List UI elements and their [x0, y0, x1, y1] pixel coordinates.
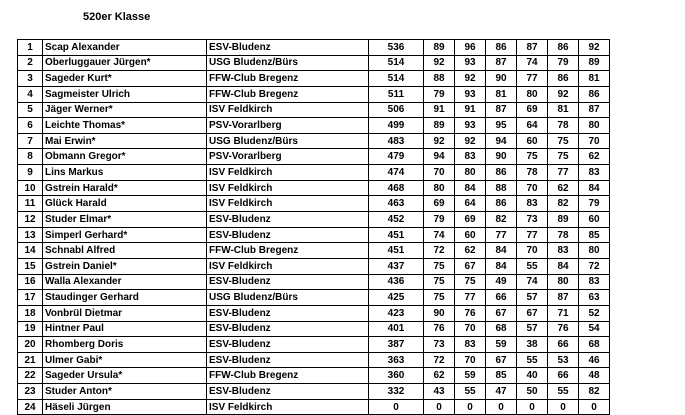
name-cell: Vonbrül Dietmar: [43, 305, 207, 321]
score-cell: 67: [486, 352, 517, 368]
table-row: [18, 40, 610, 56]
score-cell: 83: [517, 196, 548, 212]
table-row: [18, 55, 610, 71]
score-cell: 49: [486, 274, 517, 290]
table-row: [18, 337, 610, 353]
name-cell: Glück Harald: [43, 196, 207, 212]
score-cell: 69: [517, 102, 548, 118]
score-cell: 93: [455, 86, 486, 102]
club-cell: ISV Feldkirch: [207, 258, 369, 274]
table-row: [18, 368, 610, 384]
score-cell: 52: [579, 305, 610, 321]
rank-cell: 23: [18, 384, 43, 400]
club-cell: ESV-Bludenz: [207, 384, 369, 400]
name-cell: Scap Alexander: [43, 40, 207, 56]
score-cell: 75: [548, 149, 579, 165]
score-cell: 54: [579, 321, 610, 337]
score-cell: 80: [517, 86, 548, 102]
score-cell: 63: [579, 290, 610, 306]
rank-cell: 16: [18, 274, 43, 290]
score-cell: 95: [486, 118, 517, 134]
score-cell: 92: [548, 86, 579, 102]
table-row: [18, 196, 610, 212]
score-cell: 69: [455, 212, 486, 228]
score-cell: 68: [579, 337, 610, 353]
score-cell: 86: [579, 86, 610, 102]
name-cell: Simperl Gerhard*: [43, 227, 207, 243]
score-cell: 81: [486, 86, 517, 102]
score-cell: 62: [579, 149, 610, 165]
score-cell: 77: [548, 165, 579, 181]
total-cell: 0: [369, 399, 424, 415]
table-row: [18, 305, 610, 321]
score-cell: 89: [424, 40, 455, 56]
club-cell: ESV-Bludenz: [207, 352, 369, 368]
score-cell: 87: [486, 102, 517, 118]
table-row: [18, 290, 610, 306]
score-cell: 74: [517, 274, 548, 290]
rank-cell: 10: [18, 180, 43, 196]
table-row: [18, 399, 610, 415]
rank-cell: 6: [18, 118, 43, 134]
score-cell: 78: [517, 165, 548, 181]
rank-cell: 17: [18, 290, 43, 306]
score-cell: 77: [517, 71, 548, 87]
club-cell: ISV Feldkirch: [207, 102, 369, 118]
total-cell: 511: [369, 86, 424, 102]
rank-cell: 4: [18, 86, 43, 102]
table-row: [18, 321, 610, 337]
rank-cell: 7: [18, 133, 43, 149]
total-cell: 387: [369, 337, 424, 353]
score-cell: 66: [486, 290, 517, 306]
rank-cell: 8: [18, 149, 43, 165]
score-cell: 92: [455, 71, 486, 87]
total-cell: 451: [369, 227, 424, 243]
score-cell: 57: [517, 290, 548, 306]
name-cell: Mai Erwin*: [43, 133, 207, 149]
name-cell: Studer Elmar*: [43, 212, 207, 228]
table-row: [18, 149, 610, 165]
score-cell: 55: [517, 352, 548, 368]
score-cell: 91: [424, 102, 455, 118]
score-cell: 66: [548, 368, 579, 384]
score-cell: 0: [486, 399, 517, 415]
name-cell: Sageder Ursula*: [43, 368, 207, 384]
total-cell: 423: [369, 305, 424, 321]
score-cell: 55: [548, 384, 579, 400]
total-cell: 483: [369, 133, 424, 149]
name-cell: Staudinger Gerhard: [43, 290, 207, 306]
club-cell: USG Bludenz/Bürs: [207, 133, 369, 149]
score-cell: 70: [455, 352, 486, 368]
table-row: [18, 212, 610, 228]
total-cell: 506: [369, 102, 424, 118]
score-cell: 59: [455, 368, 486, 384]
score-cell: 87: [579, 102, 610, 118]
score-cell: 86: [486, 196, 517, 212]
score-cell: 92: [424, 133, 455, 149]
score-cell: 84: [579, 180, 610, 196]
score-cell: 77: [486, 227, 517, 243]
score-cell: 60: [579, 212, 610, 228]
score-cell: 71: [548, 305, 579, 321]
table-row: [18, 133, 610, 149]
total-cell: 536: [369, 40, 424, 56]
score-cell: 92: [455, 133, 486, 149]
club-cell: ESV-Bludenz: [207, 227, 369, 243]
score-cell: 75: [424, 258, 455, 274]
rank-cell: 22: [18, 368, 43, 384]
club-cell: ESV-Bludenz: [207, 274, 369, 290]
rank-cell: 15: [18, 258, 43, 274]
club-cell: FFW-Club Bregenz: [207, 243, 369, 259]
score-cell: 76: [455, 305, 486, 321]
table-row: [18, 352, 610, 368]
table-row: [18, 165, 610, 181]
results-table: [17, 39, 610, 415]
score-cell: 80: [579, 243, 610, 259]
score-cell: 79: [548, 55, 579, 71]
score-cell: 89: [579, 55, 610, 71]
score-cell: 96: [455, 40, 486, 56]
score-cell: 90: [424, 305, 455, 321]
total-cell: 363: [369, 352, 424, 368]
name-cell: Gstrein Harald*: [43, 180, 207, 196]
score-cell: 77: [455, 290, 486, 306]
rank-cell: 20: [18, 337, 43, 353]
score-cell: 91: [455, 102, 486, 118]
score-cell: 64: [455, 196, 486, 212]
results-body: [18, 40, 610, 415]
rank-cell: 2: [18, 55, 43, 71]
score-cell: 83: [455, 337, 486, 353]
score-cell: 62: [424, 368, 455, 384]
score-cell: 84: [486, 243, 517, 259]
score-cell: 79: [579, 196, 610, 212]
table-row: [18, 86, 610, 102]
table-row: [18, 243, 610, 259]
score-cell: 82: [486, 212, 517, 228]
score-cell: 72: [424, 243, 455, 259]
score-cell: 67: [455, 258, 486, 274]
club-cell: ESV-Bludenz: [207, 305, 369, 321]
total-cell: 463: [369, 196, 424, 212]
score-cell: 82: [548, 196, 579, 212]
name-cell: Oberluggauer Jürgen*: [43, 55, 207, 71]
club-cell: ESV-Bludenz: [207, 212, 369, 228]
score-cell: 85: [579, 227, 610, 243]
table-row: [18, 180, 610, 196]
score-cell: 70: [517, 243, 548, 259]
score-cell: 70: [579, 133, 610, 149]
rank-cell: 13: [18, 227, 43, 243]
total-cell: 332: [369, 384, 424, 400]
club-cell: USG Bludenz/Bürs: [207, 55, 369, 71]
score-cell: 0: [548, 399, 579, 415]
score-cell: 92: [424, 55, 455, 71]
score-cell: 67: [486, 305, 517, 321]
score-cell: 94: [424, 149, 455, 165]
name-cell: Lins Markus: [43, 165, 207, 181]
total-cell: 401: [369, 321, 424, 337]
club-cell: PSV-Vorarlberg: [207, 118, 369, 134]
score-cell: 79: [424, 86, 455, 102]
score-cell: 92: [579, 40, 610, 56]
table-row: [18, 258, 610, 274]
score-cell: 46: [579, 352, 610, 368]
score-cell: 55: [455, 384, 486, 400]
score-cell: 90: [486, 149, 517, 165]
score-cell: 38: [517, 337, 548, 353]
name-cell: Walla Alexander: [43, 274, 207, 290]
score-cell: 81: [579, 71, 610, 87]
club-cell: ISV Feldkirch: [207, 399, 369, 415]
total-cell: 436: [369, 274, 424, 290]
score-cell: 87: [548, 290, 579, 306]
score-cell: 50: [517, 384, 548, 400]
score-cell: 78: [548, 227, 579, 243]
score-cell: 66: [548, 337, 579, 353]
name-cell: Studer Anton*: [43, 384, 207, 400]
name-cell: Obmann Gregor*: [43, 149, 207, 165]
score-cell: 75: [548, 133, 579, 149]
score-cell: 79: [424, 212, 455, 228]
total-cell: 474: [369, 165, 424, 181]
score-cell: 70: [424, 165, 455, 181]
name-cell: Sageder Kurt*: [43, 71, 207, 87]
score-cell: 75: [517, 149, 548, 165]
score-cell: 88: [424, 71, 455, 87]
name-cell: Sagmeister Ulrich: [43, 86, 207, 102]
score-cell: 60: [455, 227, 486, 243]
score-cell: 90: [486, 71, 517, 87]
score-cell: 86: [486, 40, 517, 56]
rank-cell: 5: [18, 102, 43, 118]
rank-cell: 3: [18, 71, 43, 87]
score-cell: 80: [579, 118, 610, 134]
score-cell: 83: [579, 165, 610, 181]
total-cell: 437: [369, 258, 424, 274]
score-cell: 70: [455, 321, 486, 337]
score-cell: 76: [424, 321, 455, 337]
score-cell: 43: [424, 384, 455, 400]
total-cell: 425: [369, 290, 424, 306]
score-cell: 72: [424, 352, 455, 368]
score-cell: 84: [455, 180, 486, 196]
score-cell: 77: [517, 227, 548, 243]
name-cell: Gstrein Daniel*: [43, 258, 207, 274]
total-cell: 451: [369, 243, 424, 259]
club-cell: PSV-Vorarlberg: [207, 149, 369, 165]
rank-cell: 1: [18, 40, 43, 56]
score-cell: 75: [424, 290, 455, 306]
score-cell: 40: [517, 368, 548, 384]
score-cell: 89: [424, 118, 455, 134]
total-cell: 499: [369, 118, 424, 134]
score-cell: 73: [424, 337, 455, 353]
score-cell: 59: [486, 337, 517, 353]
name-cell: Rhomberg Doris: [43, 337, 207, 353]
rank-cell: 21: [18, 352, 43, 368]
score-cell: 83: [579, 274, 610, 290]
total-cell: 514: [369, 71, 424, 87]
score-cell: 60: [517, 133, 548, 149]
score-cell: 86: [548, 40, 579, 56]
club-cell: ISV Feldkirch: [207, 180, 369, 196]
score-cell: 84: [486, 258, 517, 274]
score-cell: 75: [455, 274, 486, 290]
score-cell: 62: [548, 180, 579, 196]
score-cell: 0: [579, 399, 610, 415]
score-cell: 67: [517, 305, 548, 321]
total-cell: 479: [369, 149, 424, 165]
score-cell: 80: [424, 180, 455, 196]
score-cell: 64: [517, 118, 548, 134]
rank-cell: 14: [18, 243, 43, 259]
name-cell: Häseli Jürgen: [43, 399, 207, 415]
total-cell: 452: [369, 212, 424, 228]
score-cell: 82: [579, 384, 610, 400]
total-cell: 514: [369, 55, 424, 71]
score-cell: 87: [486, 55, 517, 71]
score-cell: 0: [517, 399, 548, 415]
club-cell: ESV-Bludenz: [207, 337, 369, 353]
table-row: [18, 71, 610, 87]
score-cell: 47: [486, 384, 517, 400]
score-cell: 94: [486, 133, 517, 149]
score-cell: 86: [486, 165, 517, 181]
score-cell: 0: [424, 399, 455, 415]
club-cell: USG Bludenz/Bürs: [207, 290, 369, 306]
club-cell: ESV-Bludenz: [207, 40, 369, 56]
score-cell: 55: [517, 258, 548, 274]
rank-cell: 18: [18, 305, 43, 321]
score-cell: 87: [517, 40, 548, 56]
name-cell: Leichte Thomas*: [43, 118, 207, 134]
score-cell: 85: [486, 368, 517, 384]
total-cell: 360: [369, 368, 424, 384]
name-cell: Hintner Paul: [43, 321, 207, 337]
score-cell: 76: [548, 321, 579, 337]
score-cell: 74: [424, 227, 455, 243]
name-cell: Jäger Werner*: [43, 102, 207, 118]
page-title: 520er Klasse: [83, 11, 151, 23]
rank-cell: 9: [18, 165, 43, 181]
score-cell: 0: [455, 399, 486, 415]
table-row: [18, 102, 610, 118]
table-row: [18, 118, 610, 134]
rank-cell: 11: [18, 196, 43, 212]
club-cell: FFW-Club Bregenz: [207, 86, 369, 102]
score-cell: 62: [455, 243, 486, 259]
score-cell: 80: [455, 165, 486, 181]
score-cell: 80: [548, 274, 579, 290]
table-row: [18, 227, 610, 243]
rank-cell: 12: [18, 212, 43, 228]
score-cell: 68: [486, 321, 517, 337]
score-cell: 89: [548, 212, 579, 228]
score-cell: 93: [455, 55, 486, 71]
score-cell: 48: [579, 368, 610, 384]
table-row: [18, 384, 610, 400]
score-cell: 83: [548, 243, 579, 259]
score-cell: 84: [548, 258, 579, 274]
score-cell: 75: [424, 274, 455, 290]
score-cell: 93: [455, 118, 486, 134]
name-cell: Schnabl Alfred: [43, 243, 207, 259]
score-cell: 83: [455, 149, 486, 165]
table-row: [18, 274, 610, 290]
total-cell: 468: [369, 180, 424, 196]
score-cell: 69: [424, 196, 455, 212]
club-cell: ESV-Bludenz: [207, 321, 369, 337]
club-cell: FFW-Club Bregenz: [207, 368, 369, 384]
name-cell: Ulmer Gabi*: [43, 352, 207, 368]
rank-cell: 24: [18, 399, 43, 415]
score-cell: 70: [517, 180, 548, 196]
rank-cell: 19: [18, 321, 43, 337]
score-cell: 81: [548, 102, 579, 118]
club-cell: FFW-Club Bregenz: [207, 71, 369, 87]
score-cell: 88: [486, 180, 517, 196]
score-cell: 53: [548, 352, 579, 368]
score-cell: 78: [548, 118, 579, 134]
score-cell: 73: [517, 212, 548, 228]
score-cell: 72: [579, 258, 610, 274]
score-cell: 57: [517, 321, 548, 337]
club-cell: ISV Feldkirch: [207, 165, 369, 181]
score-cell: 74: [517, 55, 548, 71]
club-cell: ISV Feldkirch: [207, 196, 369, 212]
score-cell: 86: [548, 71, 579, 87]
